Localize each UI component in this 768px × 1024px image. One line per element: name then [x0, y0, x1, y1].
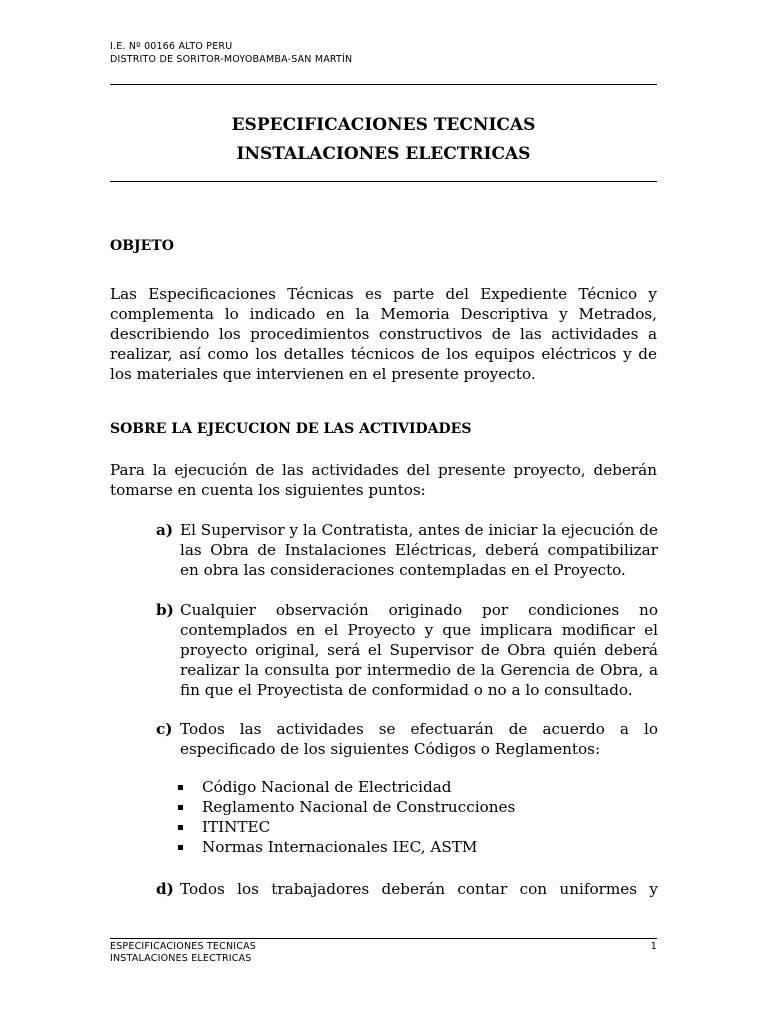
page-header — [110, 40, 352, 66]
objeto-paragraph: Las Especificaciones Técnicas es parte del Expediente Técnico y complementa lo indicado en la Memoria Descriptiva y Metrados, describiendo los procedimientos constructivos de las actividades a realizar, así como los detalles técnicos de los equipos eléctricos y de los materiales que intervienen en el presente proyecto. — [110, 285, 657, 383]
list-item-label: d) — [156, 880, 174, 898]
list-item-text: Todos los trabajadores deberán contar con uniformes y — [180, 880, 658, 898]
document-title — [110, 111, 657, 169]
list-item-b — [156, 600, 658, 700]
header-institution: I.E. Nº 00166 ALTO PERU — [110, 41, 233, 52]
list-item-a — [156, 520, 658, 580]
footer-rule — [110, 938, 657, 939]
ejecucion-intro-paragraph: Para la ejecución de las actividades del presente proyecto, deberán tomarse en cuenta los siguientes puntos: — [110, 461, 657, 499]
bullet-square-icon — [178, 825, 183, 830]
footer-line-1: ESPECIFICACIONES TECNICAS — [110, 941, 257, 952]
section-heading-ejecucion: SOBRE LA EJECUCION DE LAS ACTIVIDADES — [110, 421, 472, 437]
list-item-c — [156, 719, 658, 759]
list-item-label: c) — [156, 720, 173, 738]
list-item-text: Todos las actividades se efectuarán de acuerdo a lo especificado de los siguientes Códigos o Reglamentos: — [180, 720, 658, 758]
footer-line-2: INSTALACIONES ELECTRICAS — [110, 953, 252, 964]
bullet-square-icon — [178, 785, 183, 790]
header-district: DISTRITO DE SORITOR-MOYOBAMBA-SAN MARTÍN — [110, 54, 353, 65]
bullet-square-icon — [178, 805, 183, 810]
list-item-d — [156, 879, 658, 899]
page-footer — [110, 941, 657, 965]
bullet-text: Reglamento Nacional de Construcciones — [202, 798, 516, 816]
header-rule — [110, 84, 657, 85]
bullet-text: ITINTEC — [202, 818, 271, 836]
list-item-text: El Supervisor y la Contratista, antes de iniciar la ejecución de las Obra de Instalaciones Eléctricas, deberá compatibilizar en obra las consideraciones contempladas en el Proyecto. — [180, 521, 658, 579]
section-heading-objeto: OBJETO — [110, 238, 174, 254]
bullet-square-icon — [178, 845, 183, 850]
title-rule — [110, 181, 657, 182]
title-line-2: INSTALACIONES ELECTRICAS — [236, 144, 531, 164]
list-item-text: Cualquier observación originado por condiciones no contemplados en el Proyecto y que implicara modificar el proyecto original, será el Supervisor de Obra quién deberá realizar la consulta por intermedio de la Gerencia de Obra, a fin que el Proyectista de conformidad o no a lo consultado. — [180, 601, 658, 699]
bullet-text: Normas Internacionales IEC, ASTM — [202, 838, 478, 856]
page-number: 1 — [650, 941, 657, 952]
list-item-label: b) — [156, 601, 174, 619]
bullet-text: Código Nacional de Electricidad — [202, 778, 452, 796]
title-line-1: ESPECIFICACIONES TECNICAS — [231, 115, 536, 135]
list-item-label: a) — [156, 521, 174, 539]
